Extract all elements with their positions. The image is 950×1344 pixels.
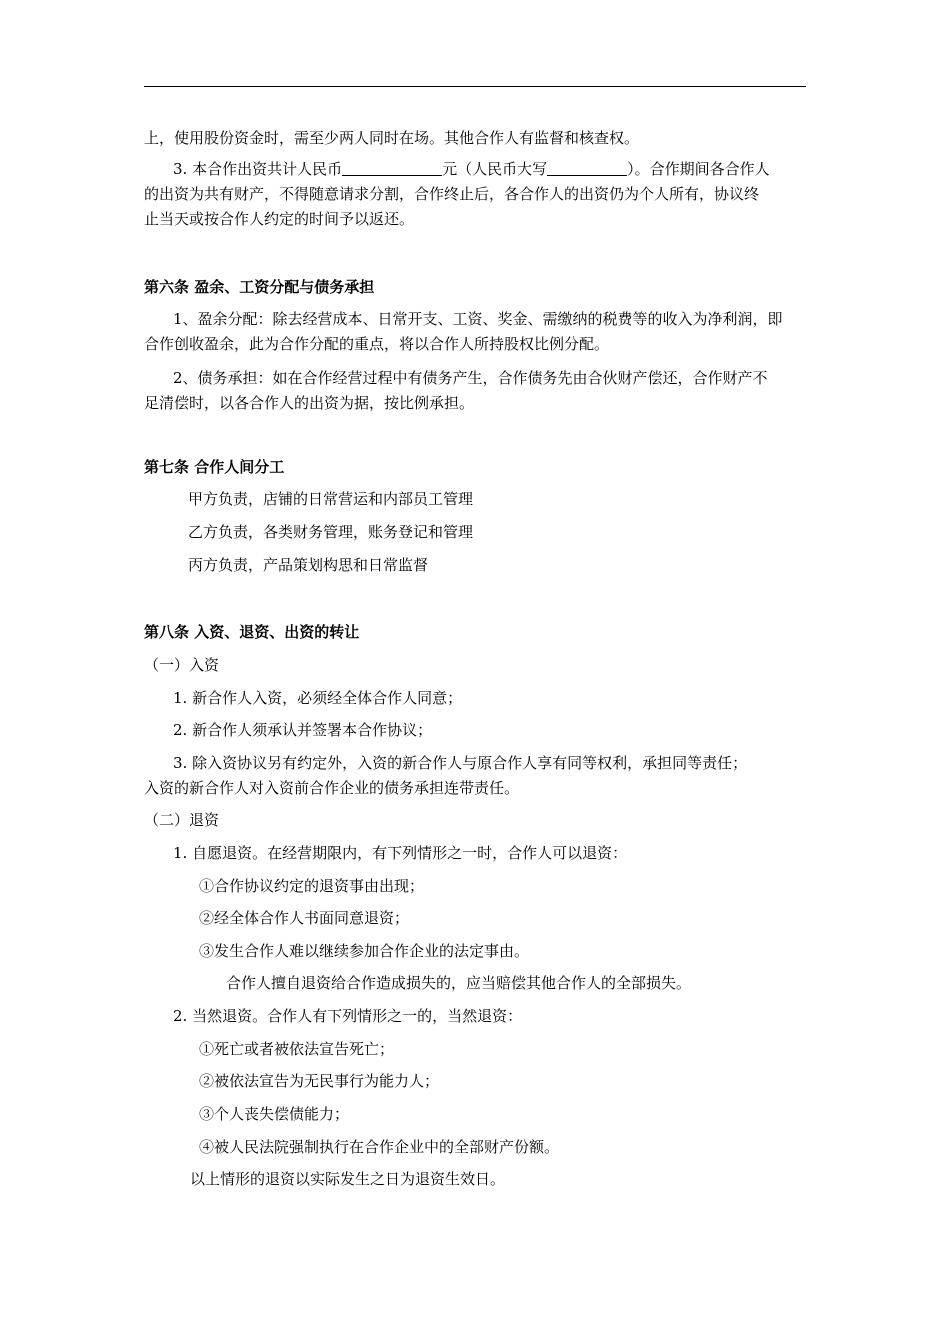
paragraph-text: 3. 本合作出资共计人民币 (173, 160, 343, 178)
subsection-heading: （二）退资 (144, 811, 220, 829)
list-item: ①死亡或者被依法宣告死亡； (199, 1040, 395, 1058)
paragraph-line: 的出资为共有财产，不得随意请求分割，合作终止后，各合作人的出资仍为个人所有，协议终 (144, 185, 760, 203)
paragraph-line: 以上情形的退资以实际发生之日为退资生效日。 (190, 1170, 506, 1188)
list-item: 3. 除入资协议另有约定外，入资的新合作人与原合作人享有同等权利，承担同等责任； (173, 754, 748, 772)
section-heading-8: 第八条 入资、退资、出资的转让 (144, 623, 360, 641)
paragraph-line: 合作人擅自退资给合作造成损失的，应当赔偿其他合作人的全部损失。 (226, 974, 692, 992)
list-item: 1. 自愿退资。在经营期限内，有下列情形之一时，合作人可以退资： (173, 844, 628, 862)
paragraph-text: 元（人民币大写 (442, 160, 548, 178)
list-item: 1. 新合作人入资，必须经全体合作人同意； (173, 689, 463, 707)
paragraph-line: 2、债务承担：如在合作经营过程中有债务产生，合作债务先由合伙财产偿还，合作财产不 (173, 369, 768, 387)
subsection-heading: （一）入资 (144, 656, 220, 674)
list-item: ④被人民法院强制执行在合作企业中的全部财产份额。 (199, 1138, 560, 1156)
section-heading-6: 第六条 盈余、工资分配与债务承担 (144, 278, 375, 296)
list-item: 乙方负责，各类财务管理，账务登记和管理 (188, 523, 474, 541)
list-item: 入资的新合作人对入资前合作企业的债务承担连带责任。 (144, 779, 520, 797)
amount-blank[interactable] (342, 159, 442, 176)
list-item: ②被依法宣告为无民事行为能力人； (199, 1072, 440, 1090)
section-heading-7: 第七条 合作人间分工 (144, 458, 285, 476)
paragraph-text: ）。合作期间各合作人 (627, 160, 770, 178)
paragraph-line: 上，使用股份资金时，需至少两人同时在场。其他合作人有监督和核查权。 (144, 129, 640, 147)
list-item: 丙方负责，产品策划构思和日常监督 (188, 556, 429, 574)
paragraph-line: 足清偿时，以各合作人的出资为据，按比例承担。 (144, 394, 475, 412)
paragraph-line: 止当天或按合作人约定的时间予以返还。 (144, 210, 415, 228)
list-item: ①合作协议约定的退资事由出现； (199, 877, 425, 895)
list-item: 2. 新合作人须承认并签署本合作协议； (173, 721, 433, 739)
list-item: 甲方负责，店铺的日常营运和内部员工管理 (188, 490, 474, 508)
header-rule (144, 86, 806, 87)
list-item: ③个人丧失偿债能力； (199, 1105, 350, 1123)
paragraph-line: 合作创收盈余，此为合作分配的重点，将以合作人所持股权比例分配。 (144, 335, 610, 353)
list-item: 2. 当然退资。合作人有下列情形之一的，当然退资： (173, 1007, 523, 1025)
paragraph-line (173, 159, 770, 179)
list-item: ②经全体合作人书面同意退资； (199, 909, 410, 927)
list-item: ③发生合作人难以继续参加合作企业的法定事由。 (199, 942, 530, 960)
paragraph-line: 1、盈余分配：除去经营成本、日常开支、工资、奖金、需缴纳的税费等的收入为净利润，即 (173, 310, 783, 328)
amount-words-blank[interactable] (547, 159, 627, 176)
